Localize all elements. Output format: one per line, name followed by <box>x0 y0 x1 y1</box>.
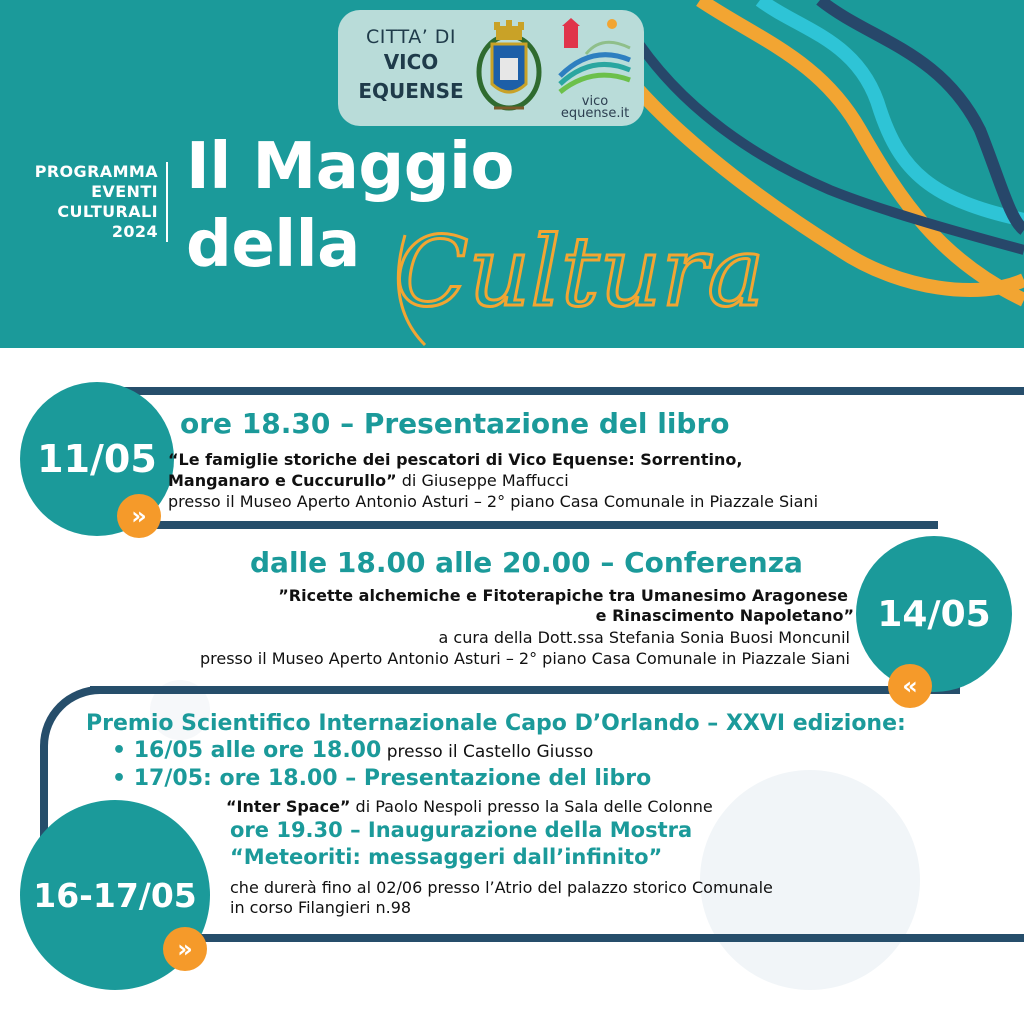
city-name <box>356 26 466 106</box>
forward-arrow-icon: » <box>177 935 193 963</box>
event2-back-arrow[interactable] <box>888 664 932 708</box>
connector-line <box>98 521 938 529</box>
event1-book-authors: Manganaro e Cuccurullo” <box>168 471 397 490</box>
event3-exhibit-title: “Meteoriti: messaggeri dall’infinito” <box>230 845 663 869</box>
cultura-script-title <box>375 195 765 365</box>
event2-date: 14/05 <box>877 593 991 635</box>
event2-place: presso il Museo Aperto Antonio Asturi – 2° piano Casa Comunale in Piazzale Siani <box>199 649 850 668</box>
event2-title-line2: e Rinascimento Napoletano” <box>595 606 854 625</box>
event3-forward-arrow[interactable] <box>163 927 207 971</box>
event3-bullet1-place: presso il Castello Giusso <box>381 742 594 762</box>
vico-equense-url <box>553 96 637 120</box>
bullet-dot-icon: • <box>112 738 134 763</box>
event3-exhibit-line2: in corso Filangieri n.98 <box>230 898 412 917</box>
event1-place: presso il Museo Aperto Antonio Asturi – 2° piano Casa Comunale in Piazzale Siani <box>168 492 819 511</box>
event3-bullet2-text: 17/05: ore 18.00 – Presentazione del libro <box>133 766 652 791</box>
vico-url-line1: vico <box>581 94 609 109</box>
event2-title-line1: ”Ricette alchemiche e Fitoterapiche tra Umanesimo Aragonese <box>278 586 848 605</box>
event3-exhibit-time: ore 19.30 – Inaugurazione della Mostra <box>230 818 693 842</box>
programma-line2: EVENTI <box>91 182 158 201</box>
event2-heading: dalle 18.00 alle 20.00 – Conferenza <box>250 546 803 579</box>
event3-book-title: “Inter Space” <box>226 797 351 816</box>
city-name-line2: VICO <box>383 50 439 74</box>
back-arrow-icon: « <box>902 672 918 700</box>
event3-exhibit-line1: che durerà fino al 02/06 presso l’Atrio del palazzo storico Comunale <box>230 878 773 897</box>
connector-line <box>98 387 1024 395</box>
programma-line1: PROGRAMMA <box>34 162 158 181</box>
event1-date: 11/05 <box>37 437 157 481</box>
programma-line3: CULTURALI <box>57 202 158 221</box>
event3-heading: Premio Scientifico Internazionale Capo D’Orlando – XXVI edizione: <box>86 711 906 736</box>
event3-date: 16-17/05 <box>33 875 197 915</box>
event1-heading: ore 18.30 – Presentazione del libro <box>180 407 730 440</box>
programma-line4: 2024 <box>111 222 158 241</box>
event2-date-circle <box>856 536 1012 692</box>
connector-line <box>190 934 1024 942</box>
event1-book-line2 <box>168 471 569 490</box>
event3-book <box>226 797 713 816</box>
event3-book-details: di Paolo Nespoli presso la Sala delle Colonne <box>350 797 713 816</box>
city-crest-icon <box>470 14 548 116</box>
city-name-line3: EQUENSE <box>358 79 464 103</box>
cultura-script-text: Cultura <box>395 216 765 328</box>
event3-bullet1 <box>112 738 593 763</box>
event3-bullet1-date: 16/05 alle ore 18.00 <box>133 738 382 763</box>
main-title-line2: della <box>186 208 360 282</box>
forward-arrow-icon: » <box>131 502 147 530</box>
city-name-line1: CITTA’ DI <box>365 26 457 48</box>
connector-line <box>90 686 960 694</box>
main-title-line1: Il Maggio <box>186 130 514 204</box>
event3-bullet2 <box>112 766 651 791</box>
vico-url-line2: equense.it <box>560 106 630 121</box>
event2-curator: a cura della Dott.ssa Stefania Sonia Buosi Moncunil <box>438 628 850 647</box>
bullet-dot-icon: • <box>112 766 134 791</box>
event1-book-author: di Giuseppe Maffucci <box>396 471 569 490</box>
title-divider <box>166 162 168 242</box>
event1-forward-arrow[interactable] <box>117 494 161 538</box>
programma-label <box>4 162 158 242</box>
event1-book-line1: “Le famiglie storiche dei pescatori di Vico Equense: Sorrentino, <box>168 450 743 469</box>
